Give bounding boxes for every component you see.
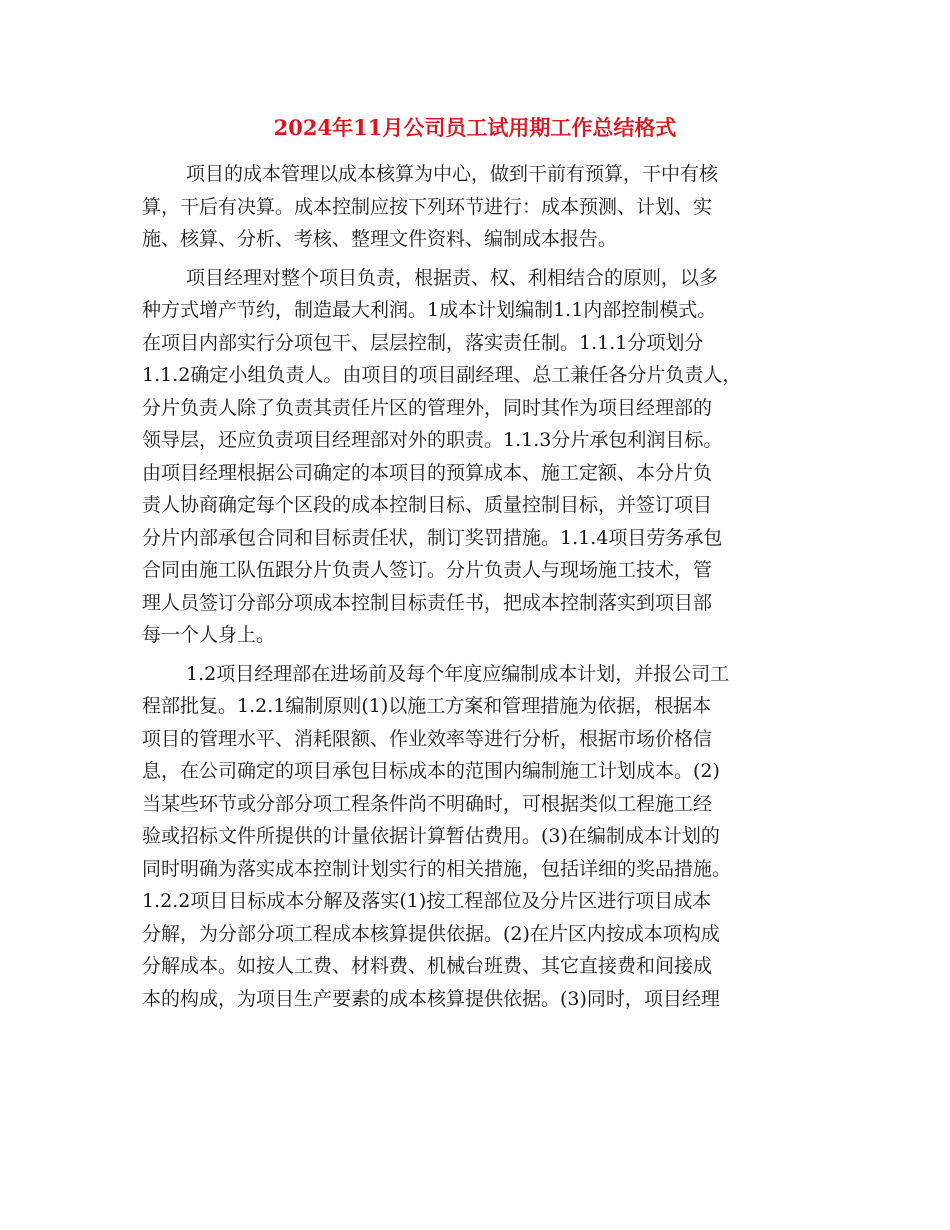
text-line: 合同由施工队伍跟分片负责人签订。分片负责人与现场施工技术，管 [142,559,713,581]
text-line: 1.2.2项目目标成本分解及落实(1)按工程部位及分片区进行项目成本 [142,890,712,912]
text-line: 验或招标文件所提供的计量依据计算暂估费用。(3)在编制成本计划的 [142,825,720,847]
text-line: 程部批复。1.2.1编制原则(1)以施工方案和管理措施为依据，根据本 [142,695,712,717]
text-line: 同时明确为落实成本控制计划实行的相关措施，包括详细的奖品措施。 [142,857,732,880]
text-line: 在项目内部实行分项包干、层层控制，落实责任制。1.1.1分项划分 [142,331,704,354]
text-line: 种方式增产节约，制造最大利润。1成本计划编制1.1内部控制模式。 [142,299,717,321]
text-line: 责人协商确定每个区段的成本控制目标、质量控制目标，并签订项目 [142,494,713,516]
text-line: 算，干后有决算。成本控制应按下列环节进行：成本预测、计划、实 [142,195,713,218]
text-line: 分解成本。如按人工费、材料费、机械台班费、其它直接费和间接成 [142,955,713,977]
text-line: 本的构成，为项目生产要素的成本核算提供依据。(3)同时，项目经理 [142,987,720,1010]
paragraph [142,158,812,256]
text-line: 分解，为分部分项工程成本核算提供依据。(2)在片区内按成本项构成 [142,922,720,945]
text-line: 理人员签订分部分项成本控制目标责任书，把成本控制落实到项目部 [142,591,713,614]
text-line: 领导层，还应负责项目经理部对外的职责。1.1.3分片承包利润目标。 [142,429,723,451]
paragraph [142,658,812,1016]
document-body [142,158,812,1021]
text-line: 分片负责人除了负责其责任片区的管理外，同时其作为项目经理部的 [142,396,713,419]
text-line: 施、核算、分析、考核、整理文件资料、编制成本报告。 [142,228,618,250]
text-line: 1.1.2确定小组负责人。由项目的项目副经理、总工兼任各分片负责人， [142,364,742,386]
text-line: 1.2项目经理部在进场前及每个年度应编制成本计划，并报公司工 [186,662,730,685]
paragraph [142,262,812,652]
text-line: 项目的管理水平、消耗限额、作业效率等进行分析，根据市场价格信 [142,727,713,750]
text-line: 项目经理对整个项目负责，根据责、权、利相结合的原则，以多 [186,266,719,289]
text-line: 当某些环节或分部分项工程条件尚不明确时，可根据类似工程施工经 [142,792,713,815]
text-line: 每一个人身上。 [142,624,276,646]
text-line: 息，在公司确定的项目承包目标成本的范围内编制施工计划成本。(2) [142,760,720,782]
text-line: 由项目经理根据公司确定的本项目的预算成本、施工定额、本分片负 [142,461,713,484]
document-title: 2024年11月公司员工试用期工作总结格式 [273,115,677,140]
text-line: 分片内部承包合同和目标责任状，制订奖罚措施。1.1.4项目劳务承包 [142,526,723,549]
text-line: 项目的成本管理以成本核算为中心，做到干前有预算，干中有核 [186,163,719,185]
